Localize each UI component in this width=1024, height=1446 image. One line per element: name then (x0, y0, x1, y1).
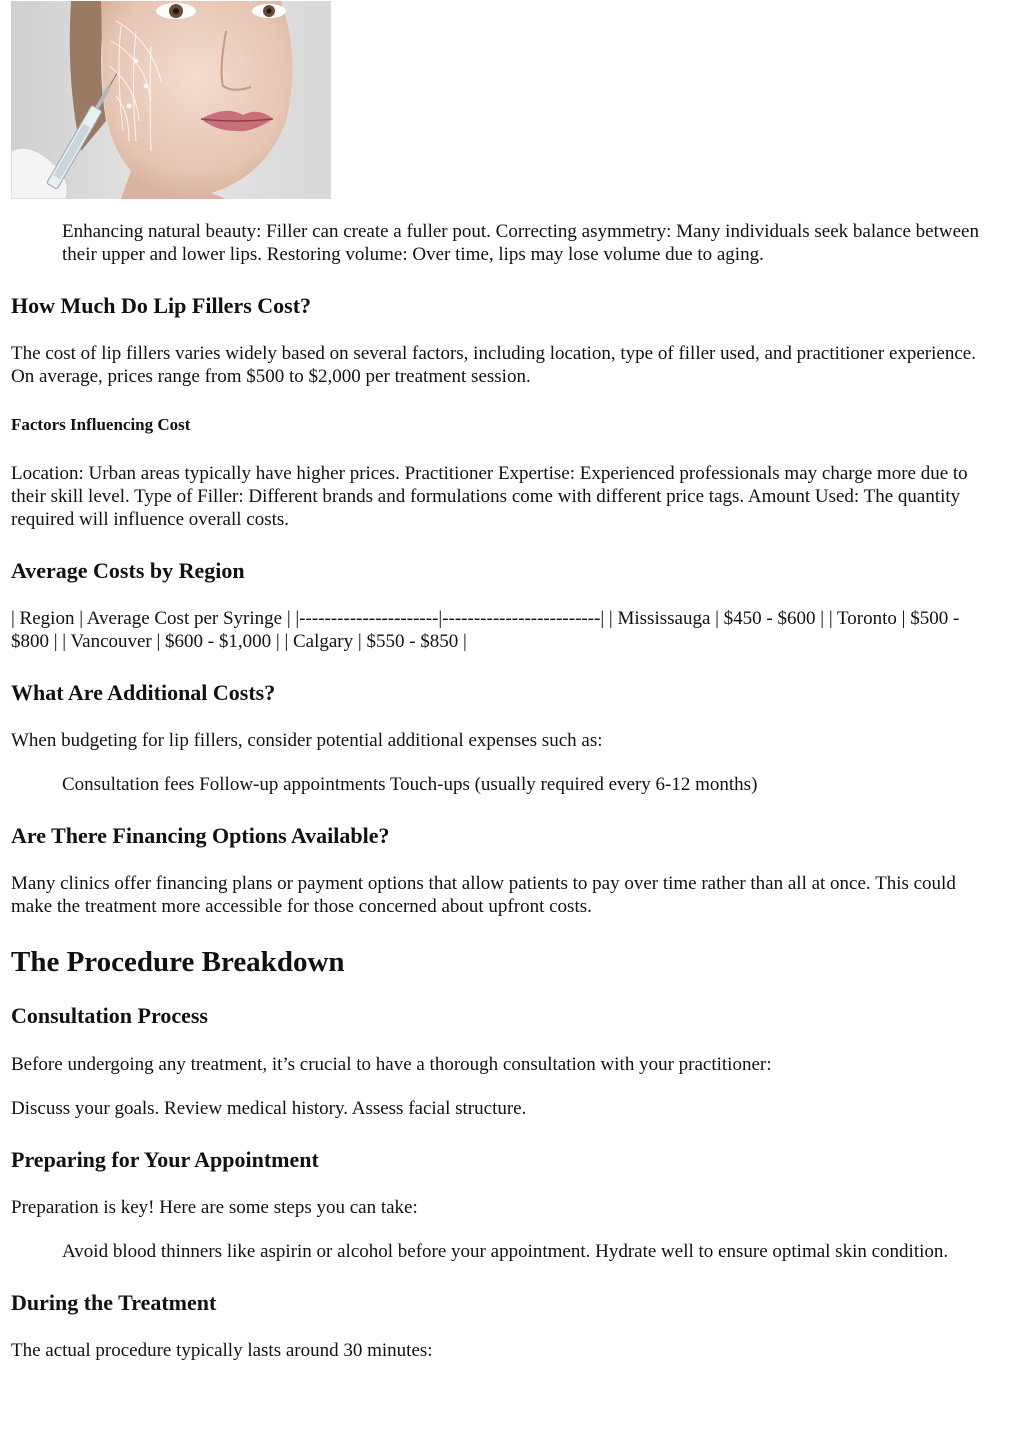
preparing-list: Avoid blood thinners like aspirin or alcohol before your appointment. Hydrate well to ensure optimal skin condition. (62, 1241, 949, 1262)
treatment-heading: During the Treatment (11, 1290, 217, 1315)
region-heading: Average Costs by Region (11, 558, 245, 583)
consultation-heading: Consultation Process (11, 1003, 208, 1028)
consultation-steps: Discuss your goals. Review medical history. Assess facial structure. (11, 1098, 527, 1119)
cost-paragraph: The cost of lip fillers varies widely based on several factors, including location, type of filler used, and practitioner experience. On average, prices range from $500 to $2,000 per treatment session. (11, 343, 976, 387)
additional-costs-heading: What Are Additional Costs? (11, 680, 276, 705)
factors-heading: Factors Influencing Cost (11, 415, 191, 434)
face-illustration-icon (11, 1, 331, 199)
financing-paragraph: Many clinics offer financing plans or payment options that allow patients to pay over time rather than all at once. This could make the treatment more accessible for those concerned about upfront costs. (11, 873, 956, 917)
article-page (11, 0, 1001, 1362)
treatment-paragraph: The actual procedure typically lasts around 30 minutes: (11, 1340, 433, 1361)
region-table-text: | Region | Average Cost per Syringe | |----------------------|-------------------------| | Mississauga | $450 - $600 | | Toronto | $500 - $800 | | Vancouver | $600 - $1,000 | | Calgary | $550 - $850 | (11, 608, 960, 652)
hero-image (11, 1, 331, 199)
procedure-heading: The Procedure Breakdown (11, 946, 345, 978)
additional-costs-list: Consultation fees Follow-up appointments Touch-ups (usually required every 6-12 months) (62, 774, 758, 795)
intro-list: Enhancing natural beauty: Filler can create a fuller pout. Correcting asymmetry: Many individuals seek balance between their upper and lower lips. Restoring volume: Over time, lips may lose volume due to aging. (62, 221, 979, 265)
additional-costs-paragraph: When budgeting for lip fillers, consider potential additional expenses such as: (11, 730, 603, 751)
cost-heading: How Much Do Lip Fillers Cost? (11, 293, 312, 318)
consultation-paragraph: Before undergoing any treatment, it’s crucial to have a thorough consultation with your practitioner: (11, 1054, 772, 1075)
preparing-paragraph: Preparation is key! Here are some steps you can take: (11, 1197, 418, 1218)
preparing-heading: Preparing for Your Appointment (11, 1147, 319, 1172)
financing-heading: Are There Financing Options Available? (11, 823, 390, 848)
factors-paragraph: Location: Urban areas typically have higher prices. Practitioner Expertise: Experienced professionals may charge more due to their skill level. Type of Filler: Different brands and formulations come with different price tags. Amount Used: The quantity required will influence overall costs. (11, 463, 968, 530)
